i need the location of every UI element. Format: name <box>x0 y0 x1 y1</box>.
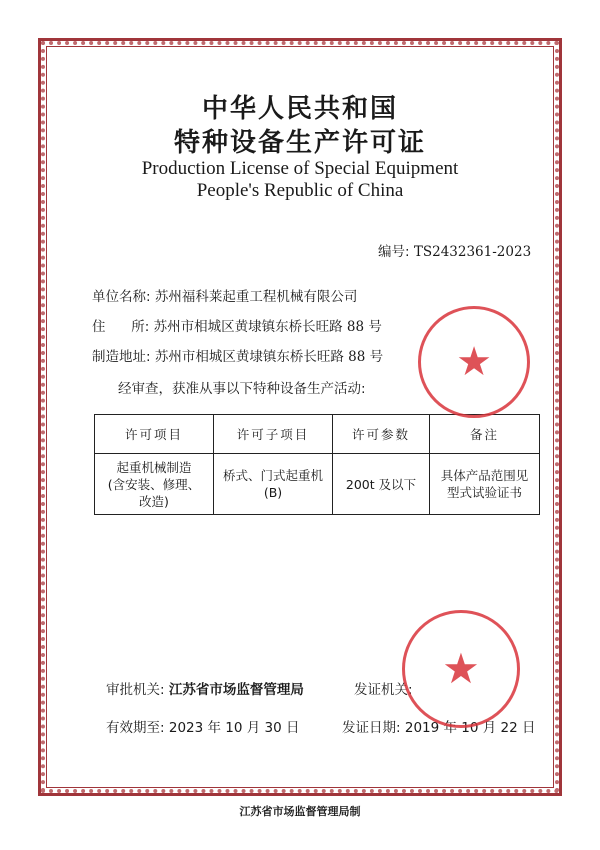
item-line: 改造) <box>139 493 169 509</box>
valid-until-value: 2023 年 10 月 30 日 <box>168 720 300 736</box>
note-line: 型式试验证书 <box>446 485 522 500</box>
approval-authority-row <box>106 678 304 698</box>
license-number-label: 编号: <box>378 244 410 260</box>
license-table <box>94 414 540 515</box>
license-number <box>378 240 531 260</box>
table-cell-item <box>95 454 214 515</box>
note-line: 具体产品范围见 <box>440 468 529 483</box>
title-en-line2: People's Republic of China <box>196 180 404 201</box>
valid-until-row <box>106 716 300 736</box>
item-line: 起重机械制造 <box>116 459 192 475</box>
table-header-subitem: 许可子项目 <box>214 415 333 454</box>
seal-star-icon: ★ <box>442 644 480 693</box>
subitem-line: 桥式、门式起重机 <box>222 468 323 483</box>
table-header-item: 许可项目 <box>95 415 214 454</box>
subitem-line: (B) <box>263 485 283 500</box>
unit-name-row <box>92 285 357 305</box>
table-header-note: 备注 <box>430 415 540 454</box>
issue-date-value: 2019 年 10 月 22 日 <box>404 720 536 736</box>
manufacture-address-value: 苏州市相城区黄埭镇东桥长旺路 88 号 <box>154 349 384 365</box>
approval-authority-label: 审批机关: <box>106 682 165 698</box>
item-line: (含安装、修理、 <box>107 476 201 492</box>
license-number-value: TS2432361-2023 <box>413 244 532 260</box>
address-row <box>92 315 382 335</box>
table-cell-param: 200t 及以下 <box>333 454 430 515</box>
address-value: 苏州市相城区黄埭镇东桥长旺路 88 号 <box>153 319 382 335</box>
table-cell-subitem <box>214 454 333 515</box>
issue-date-label: 发证日期: <box>342 720 401 736</box>
unit-name-label: 单位名称: <box>92 289 151 305</box>
authority-seal <box>402 610 520 728</box>
seal-star-icon: ★ <box>456 339 492 385</box>
address-label: 住 所: <box>92 319 150 335</box>
title-en-line1: Production License of Special Equipment <box>141 158 459 179</box>
title-cn-line2: 特种设备生产许可证 <box>173 128 426 158</box>
footer-issuer: 江苏省市场监督管理局制 <box>239 805 361 818</box>
title-cn-line1: 中华人民共和国 <box>201 94 398 124</box>
valid-until-label: 有效期至: <box>106 720 165 736</box>
table-row <box>95 454 540 515</box>
issuing-authority-label: 发证机关: <box>354 682 413 698</box>
approval-statement: 经审查，获准从事以下特种设备生产活动: <box>118 381 366 397</box>
table-header-param: 许可参数 <box>333 415 430 454</box>
table-cell-note <box>430 454 540 515</box>
manufacture-address-label: 制造地址: <box>92 349 151 365</box>
unit-name-value: 苏州福科莱起重工程机械有限公司 <box>154 289 358 305</box>
table-header-row <box>95 415 540 454</box>
manufacture-address-row <box>92 345 383 365</box>
approval-authority-value: 江苏省市场监督管理局 <box>168 682 304 698</box>
company-seal <box>418 306 530 418</box>
